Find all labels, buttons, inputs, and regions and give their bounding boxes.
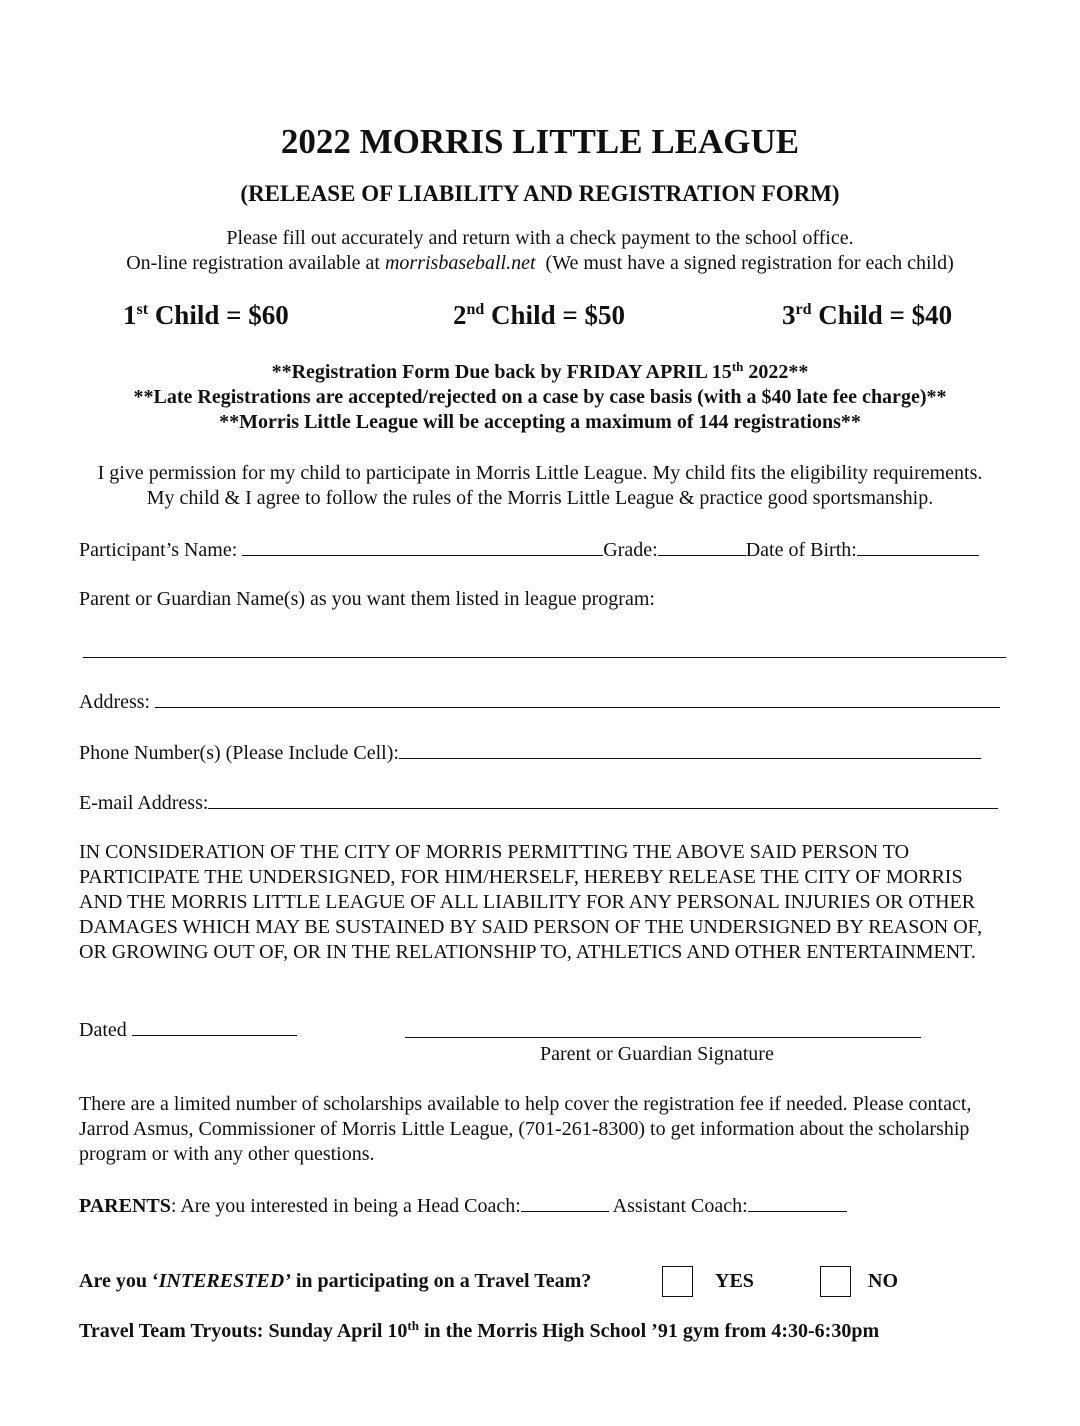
dob-label: Date of Birth: xyxy=(745,539,857,561)
participant-name-label: Participant’s Name: xyxy=(79,539,243,561)
travel-no-checkbox[interactable] xyxy=(820,1266,851,1297)
fee-ordinal: 3 xyxy=(782,300,796,330)
grade-label: Grade: xyxy=(603,539,658,561)
travel-no-label: NO xyxy=(868,1270,898,1292)
fee-third-child xyxy=(782,300,952,331)
dob-field[interactable] xyxy=(857,537,979,556)
travel-team-question xyxy=(79,1270,591,1293)
fee-second-child xyxy=(453,300,625,331)
fee-ordinal-suffix: nd xyxy=(466,301,485,318)
fee-text: Child = $50 xyxy=(484,300,625,330)
fee-text: Child = $40 xyxy=(811,300,953,330)
parent-names-field[interactable] xyxy=(83,657,1006,658)
intro-line-2-suffix: (We must have a signed registration for each child) xyxy=(535,252,954,274)
assistant-coach-field[interactable] xyxy=(748,1193,847,1212)
travel-q-prefix: Are you ‘ xyxy=(79,1270,159,1292)
assistant-coach-label: Assistant Coach: xyxy=(608,1195,748,1217)
email-label: E-mail Address: xyxy=(79,792,209,814)
fee-ordinal-suffix: rd xyxy=(795,301,812,318)
fee-ordinal: 1 xyxy=(123,300,137,330)
email-field[interactable] xyxy=(208,790,998,809)
max-registrations-notice: **Morris Little League will be accepting a maximum of 144 registrations** xyxy=(219,411,861,433)
website-link[interactable]: morrisbaseball.net xyxy=(384,252,536,274)
travel-yes-checkbox[interactable] xyxy=(662,1266,693,1297)
scholarship-text: There are a limited number of scholarships available to help cover the registration fee if needed. Please contact, Jarrod Asmus, Commissioner of Morris Little League, (701-261-8300) to get information about the scholarship program or with any other questions. xyxy=(79,1093,972,1165)
parents-label: PARENTS xyxy=(79,1195,171,1217)
phone-row xyxy=(79,740,981,765)
grade-field[interactable] xyxy=(658,537,746,556)
coach-row xyxy=(79,1193,847,1218)
phone-label: Phone Number(s) (Please Include Cell): xyxy=(79,742,399,764)
form-title: 2022 MORRIS LITTLE LEAGUE xyxy=(280,122,800,161)
participant-row xyxy=(79,537,979,562)
email-row xyxy=(79,790,998,815)
fee-ordinal: 2 xyxy=(453,300,467,330)
signature-label: Parent or Guardian Signature xyxy=(540,1043,774,1065)
fee-first-child xyxy=(123,300,289,331)
head-coach-label: : Are you interested in being a Head Coach: xyxy=(170,1195,521,1217)
release-of-liability-text: IN CONSIDERATION OF THE CITY OF MORRIS PERMITTING THE ABOVE SAID PERSON TO PARTICIPATE THE UNDERSIGNED, FOR HIM/HERSELF, HEREBY RELEASE THE CITY OF MORRIS AND THE MORRIS LITTLE LEAGUE OF ALL LIABILITY FOR ANY PERSONAL INJURIES OR OTHER DAMAGES WHICH MAY BE SUSTAINED BY SAID PERSON OF THE UNDERSIGNED BY REASON OF, OR GROWING OUT OF, OR IN THE RELATIONSHIP TO, ATHLETICS AND OTHER ENTERTAINMENT. xyxy=(79,841,983,963)
form-subtitle: (RELEASE OF LIABILITY AND REGISTRATION FORM) xyxy=(240,181,840,206)
dated-row xyxy=(79,1017,297,1042)
due-prefix: **Registration Form Due back by FRIDAY APRIL 15 xyxy=(271,361,732,383)
intro-line-2-prefix: On-line registration available at xyxy=(126,252,385,274)
dated-label: Dated xyxy=(79,1019,132,1041)
fee-ordinal-suffix: st xyxy=(136,301,149,318)
intro-line-1: Please fill out accurately and return with a check payment to the school office. xyxy=(226,227,854,249)
fee-text: Child = $60 xyxy=(148,300,289,330)
signature-field[interactable] xyxy=(405,1037,921,1038)
travel-q-italic: INTERESTED’ xyxy=(158,1270,291,1292)
dated-field[interactable] xyxy=(132,1017,297,1036)
permission-line-2: My child & I agree to follow the rules of the Morris Little League & practice good sportsmanship. xyxy=(146,487,934,509)
travel-tryouts-info xyxy=(79,1320,879,1343)
participant-name-field[interactable] xyxy=(242,537,603,556)
intro-line-2 xyxy=(0,252,1080,275)
due-sup: th xyxy=(731,359,744,374)
address-field[interactable] xyxy=(155,689,1000,708)
due-suffix: 2022** xyxy=(743,361,809,383)
travel-q-suffix: in participating on a Travel Team? xyxy=(290,1270,592,1292)
due-date-notice xyxy=(0,361,1080,384)
late-registration-notice: **Late Registrations are accepted/rejected on a case by case basis (with a $40 late fee charge)** xyxy=(133,386,947,408)
address-label: Address: xyxy=(79,691,156,713)
tryouts-suffix: in the Morris High School ’91 gym from 4:30-6:30pm xyxy=(418,1320,880,1342)
travel-yes-label: YES xyxy=(715,1270,754,1292)
tryouts-prefix: Travel Team Tryouts: Sunday April 10 xyxy=(79,1320,408,1342)
parent-names-label: Parent or Guardian Name(s) as you want them listed in league program: xyxy=(79,588,655,610)
head-coach-field[interactable] xyxy=(521,1193,609,1212)
address-row xyxy=(79,689,1000,714)
permission-line-1: I give permission for my child to participate in Morris Little League. My child fits the eligibility requirements. xyxy=(97,462,983,484)
tryouts-sup: th xyxy=(407,1318,419,1333)
phone-field[interactable] xyxy=(399,740,981,759)
